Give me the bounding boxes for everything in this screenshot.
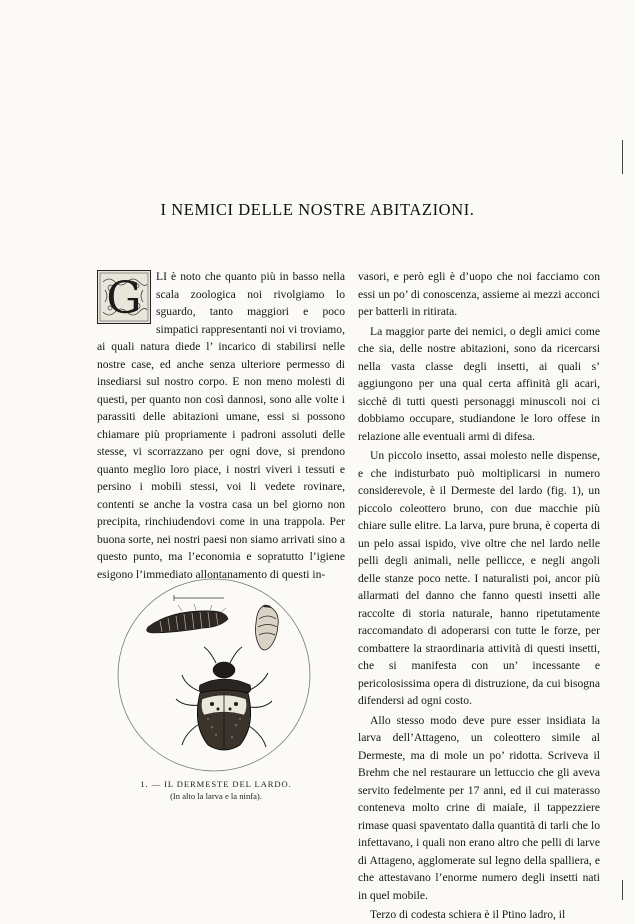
opening-text: è noto che quanto più in basso nella scala zoologica noi rivolgiamo lo sguardo, tanto maggiori e poco simpatici rappresentanti noi vi troviamo, ai quali natura diede l’ incarico di stabilirsi nelle nostre case, ed anche senza ulteriore permesso di insediarsi sul nostro corpo. E non meno molesti di questi, per quanto non così dannosi, sono alle volte i parassiti delle abitazioni umane, essi si possono chiamare più propriamente i padroni assoluti delle stesse, vi scorrazzano per ogni dove, si prendono quanto meglio loro piace, i nostri viveri i tessuti e persino i mobili stessi, voi li vedete rovinare, contenti se anche la vostra casa un bel giorno non precipita, rinchiudendovi come in una trappola. Per buona sorte, nei nostri paesi non siamo arrivati sino a questo punto, ma l’economia e sopratutto l’igiene esigono l’immediato allontanamento di questi in- bbox=[97, 270, 345, 581]
paragraph-3: Un piccolo insetto, assai molesto nelle dispense, e che indisturbato può moltiplicarsi in numero considerevole, è il Dermeste del lardo (fig. 1), un piccolo coleottero bruno, con due macchie più chiare sulle elitre. La larva, pure bruna, è coperta di un pelo assai ispido, vive oltre che nel lardo nelle pelli degli animali, nelle pellicce, e negli angoli delle stanze poco nette. I naturalisti poi, ancor più allarmati del danno che fanno questi insetti alle raccolte di storia naturale, hanno ripetutamente raccomandato di adoperarsi con tutte le forze, per combattere la straordinaria attività di questi insetti, che si manifesta con un’ incessante e pericolosissima opera di distruzione, da cui bisogna difendersi ad ogni costo. bbox=[358, 449, 600, 707]
adult-beetle-drawing bbox=[176, 647, 272, 750]
paragraph-5: Terzo di codesta schiera è il Ptino ladro, il bbox=[370, 908, 566, 921]
larva-drawing bbox=[147, 604, 228, 633]
figure-caption bbox=[105, 778, 327, 802]
opening-word-rest: LI bbox=[156, 270, 167, 283]
drop-cap-letter: G bbox=[106, 273, 142, 324]
page-edge-mark bbox=[622, 140, 623, 174]
article-title: I NEMICI DELLE NOSTRE ABITAZIONI. bbox=[160, 200, 475, 219]
ornamental-drop-cap bbox=[97, 270, 151, 324]
paragraph-1: vasori, e però egli è d’uopo che noi facciamo con essi un po’ di conoscenza, assieme ai mezzi acconci per batterli in ritirata. bbox=[358, 270, 600, 318]
left-column bbox=[97, 268, 345, 583]
figure-caption-title: 1. — IL DERMESTE DEL LARDO. bbox=[140, 779, 292, 789]
paragraph-2: La maggior parte dei nemici, o degli amici come che sia, delle nostre abitazioni, sono da ricercarsi nella vasta classe degli insetti, ai quali s’ aggiungono per una qual certa affinità gli acari, sicchè di tutti questi personaggi minuscoli noi ci dobbiamo occupare, studiandone le loro offese in relazione alle eventuali armi di difesa. bbox=[358, 324, 600, 443]
figure-dermestes-illustration bbox=[112, 575, 317, 775]
nymph-drawing bbox=[256, 605, 279, 650]
page-edge-mark bbox=[622, 880, 623, 900]
paragraph-4: Allo stesso modo deve pure esser insidiata la larva dell’Attageno, un coleottero simile al Dermeste, ma di mole un po’ ridotta. Scriveva il Brehm che nel restaurare un lettuccio che gli aveva servito fedelmente per 17 anni, ed il cui materasso conteneva molto crine di maiale, il tappezziere rimase quasi spaventato dalla quantità di tarli che lo infettavano, i quali non erano altro che pelli di larve di Attageno, agglomerate sul legno della spalliera, e che attestavano l’enorme numero degli insetti nati in quel mobile. bbox=[358, 713, 600, 902]
figure-caption-note: (In alto la larva e la ninfa). bbox=[170, 791, 262, 801]
scale-marker bbox=[174, 595, 224, 601]
right-column bbox=[358, 268, 600, 924]
opening-paragraph bbox=[97, 268, 345, 583]
